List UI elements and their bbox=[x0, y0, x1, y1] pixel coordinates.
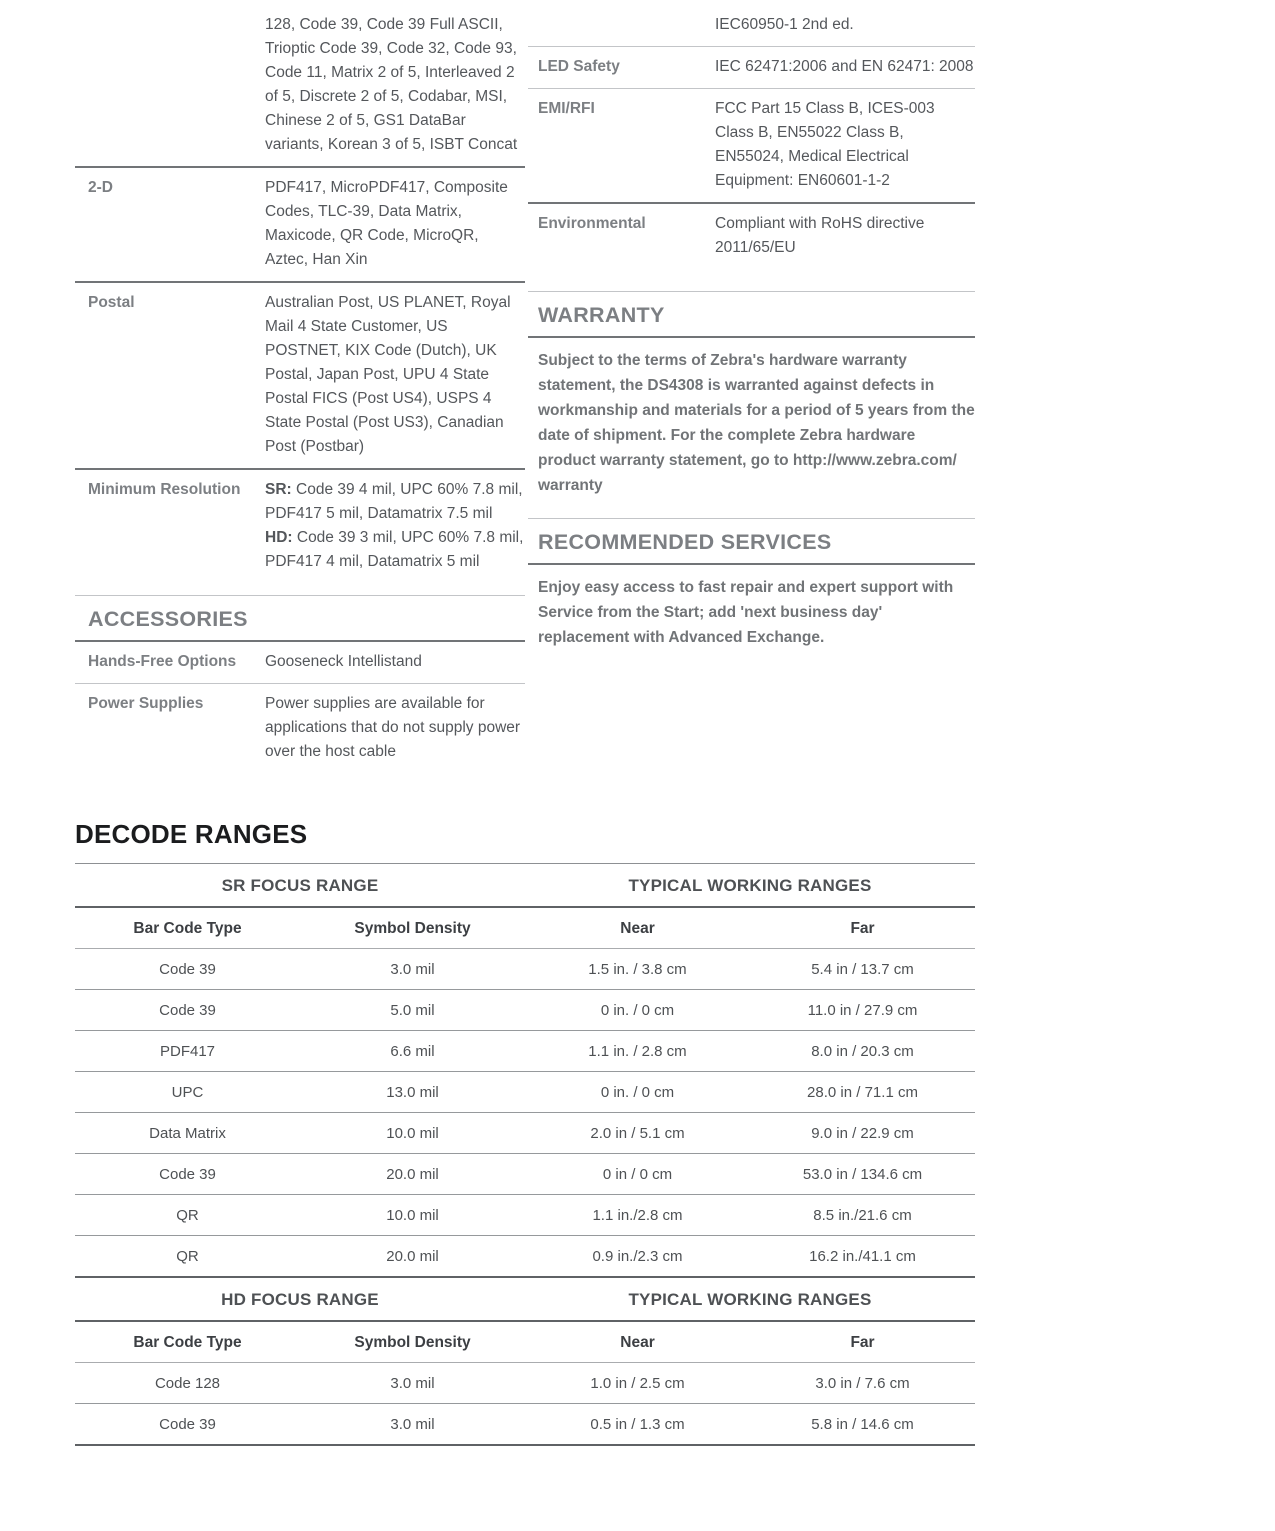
table-row bbox=[75, 990, 975, 1031]
table-cell: 16.2 in./41.1 cm bbox=[809, 1248, 916, 1265]
table-row bbox=[75, 1195, 975, 1236]
table-cell: Code 39 bbox=[159, 1002, 216, 1019]
spec-label bbox=[528, 13, 715, 37]
spec-value: 128, Code 39, Code 39 Full ASCII, Trioptic Code 39, Code 32, Code 93, Code 11, Matrix 2 of 5, Interleaved 2 of 5, Discrete 2 of 5, Codabar, MSI, Chinese 2 of 5, GS1 DataBar variants, Korean 3 of 5, ISBT Concat bbox=[265, 16, 518, 153]
spec-label: Postal bbox=[88, 294, 135, 311]
table-cell: 28.0 in / 71.1 cm bbox=[807, 1084, 918, 1101]
spec-label: EMI/RFI bbox=[538, 100, 595, 117]
table-cell: 3.0 mil bbox=[390, 961, 435, 978]
spec-value: FCC Part 15 Class B, ICES-003 Class B, EN55022 Class B, EN55024, Medical Electrical Equipment: EN60601-1-2 bbox=[715, 100, 935, 189]
right-column bbox=[528, 0, 975, 773]
table-cell: 5.0 mil bbox=[390, 1002, 435, 1019]
table-cell: 0.9 in./2.3 cm bbox=[592, 1248, 683, 1265]
table-cell: 53.0 in / 134.6 cm bbox=[802, 1166, 923, 1183]
spec-value bbox=[265, 478, 525, 574]
table-cell: 3.0 in / 7.6 cm bbox=[815, 1375, 910, 1392]
spec-columns bbox=[75, 0, 975, 773]
decode-ranges-title: DECODE RANGES bbox=[75, 819, 308, 849]
table-cell: 13.0 mil bbox=[386, 1084, 439, 1101]
table-column-header-row bbox=[75, 908, 975, 949]
table-cell: PDF417 bbox=[159, 1043, 216, 1060]
table-column-header: Near bbox=[620, 1334, 655, 1351]
spec-value: PDF417, MicroPDF417, Composite Codes, TLC-39, Data Matrix, Maxicode, QR Code, MicroQR, Aztec, Han Xin bbox=[265, 179, 508, 268]
left-column bbox=[75, 0, 525, 773]
spec-label: Power Supplies bbox=[88, 695, 204, 712]
table-cell: 20.0 mil bbox=[386, 1248, 439, 1265]
table-cell: QR bbox=[176, 1248, 199, 1265]
table-group-header-row bbox=[75, 864, 975, 908]
table-column-header: Bar Code Type bbox=[133, 1334, 242, 1351]
table-column-header: Near bbox=[620, 920, 655, 937]
table-cell: 1.1 in. / 2.8 cm bbox=[588, 1043, 687, 1060]
table-cell: 0 in. / 0 cm bbox=[600, 1002, 675, 1019]
table-cell: 8.5 in./21.6 cm bbox=[813, 1207, 912, 1224]
spec-label: LED Safety bbox=[538, 58, 620, 75]
table-cell: 1.1 in./2.8 cm bbox=[592, 1207, 683, 1224]
spec-label: 2-D bbox=[88, 179, 113, 196]
table-cell: 0.5 in / 1.3 cm bbox=[590, 1416, 685, 1433]
table-row bbox=[75, 1072, 975, 1113]
table-cell: 11.0 in / 27.9 cm bbox=[807, 1002, 918, 1019]
hd-prefix: HD: bbox=[265, 529, 293, 546]
spec-value: IEC 62471:2006 and EN 62471: 2008 bbox=[715, 58, 974, 75]
table-group-header: TYPICAL WORKING RANGES bbox=[628, 876, 872, 895]
spec-value: IEC60950-1 2nd ed. bbox=[715, 16, 854, 33]
spec-value: Power supplies are available for applications that do not supply power over the host cable bbox=[265, 695, 521, 760]
table-cell: 10.0 mil bbox=[386, 1125, 439, 1142]
decode-ranges-table bbox=[75, 863, 975, 1446]
table-cell: 20.0 mil bbox=[386, 1166, 439, 1183]
page-content bbox=[75, 0, 975, 1446]
minimum-resolution-hd bbox=[265, 526, 525, 574]
table-column-header: Symbol Density bbox=[354, 1334, 471, 1351]
table-cell: 8.0 in / 20.3 cm bbox=[811, 1043, 914, 1060]
table-group-header-row bbox=[75, 1278, 975, 1322]
spec-row-hands-free-options bbox=[75, 642, 525, 683]
spec-label bbox=[75, 13, 265, 157]
spec-row-environmental bbox=[528, 202, 975, 269]
table-cell: Data Matrix bbox=[149, 1125, 226, 1142]
table-row bbox=[75, 1113, 975, 1154]
table-cell: Code 39 bbox=[159, 961, 216, 978]
spec-value: Gooseneck Intellistand bbox=[265, 653, 422, 670]
table-column-header: Far bbox=[850, 920, 875, 937]
spec-row-electrical-safety-continued bbox=[528, 0, 975, 46]
table-cell: 10.0 mil bbox=[386, 1207, 439, 1224]
spec-row-2d bbox=[75, 166, 525, 281]
warranty-body: Subject to the terms of Zebra's hardware warranty statement, the DS4308 is warranted against defects in workmanship and materials for a period of 5 years from the date of shipment. For the complete Zebra hardware product warranty statement, go to http://www.zebra.com/ warranty bbox=[538, 352, 975, 494]
table-row bbox=[75, 1404, 975, 1446]
table-cell: 0 in. / 0 cm bbox=[600, 1084, 675, 1101]
section-heading-recommended-services: RECOMMENDED SERVICES bbox=[528, 518, 975, 565]
table-row bbox=[75, 1154, 975, 1195]
spec-row-led-safety bbox=[528, 46, 975, 88]
table-column-header: Symbol Density bbox=[354, 920, 471, 937]
table-group-header: HD FOCUS RANGE bbox=[221, 1290, 379, 1309]
table-cell: 3.0 mil bbox=[390, 1375, 435, 1392]
table-row bbox=[75, 1031, 975, 1072]
recommended-services-body: Enjoy easy access to fast repair and expert support with Service from the Start; add 'next business day' replacement with Advanced Exchange. bbox=[538, 579, 954, 646]
spec-row-emi-rfi bbox=[528, 88, 975, 202]
table-row bbox=[75, 1236, 975, 1278]
table-column-header: Far bbox=[850, 1334, 875, 1351]
table-cell: 6.6 mil bbox=[390, 1043, 435, 1060]
table-row bbox=[75, 949, 975, 990]
table-cell: UPC bbox=[171, 1084, 204, 1101]
table-column-header: Bar Code Type bbox=[133, 920, 242, 937]
table-group-header: SR FOCUS RANGE bbox=[221, 876, 379, 895]
section-heading-accessories: ACCESSORIES bbox=[75, 595, 525, 642]
sr-text: Code 39 4 mil, UPC 60% 7.8 mil, PDF417 5 mil, Datamatrix 7.5 mil bbox=[265, 481, 523, 522]
table-cell: 5.8 in / 14.6 cm bbox=[811, 1416, 914, 1433]
table-cell: 1.0 in / 2.5 cm bbox=[590, 1375, 685, 1392]
table-cell: Code 39 bbox=[159, 1416, 216, 1433]
spec-label: Environmental bbox=[538, 215, 646, 232]
table-cell: 5.4 in / 13.7 cm bbox=[811, 961, 914, 978]
table-cell: 3.0 mil bbox=[390, 1416, 435, 1433]
spec-row-1d-symbologies-continued bbox=[75, 0, 525, 166]
minimum-resolution-sr bbox=[265, 478, 525, 526]
spec-value: Australian Post, US PLANET, Royal Mail 4 State Customer, US POSTNET, KIX Code (Dutch), UK Postal, Japan Post, UPU 4 State Postal FICS (Post US4), USPS 4 State Postal (Post US3), Canadian Post (Postbar) bbox=[265, 294, 511, 455]
spec-row-minimum-resolution bbox=[75, 468, 525, 583]
table-cell: 9.0 in / 22.9 cm bbox=[811, 1125, 914, 1142]
spec-row-power-supplies bbox=[75, 683, 525, 773]
table-cell: QR bbox=[176, 1207, 199, 1224]
sr-prefix: SR: bbox=[265, 481, 292, 498]
spec-value: Compliant with RoHS directive 2011/65/EU bbox=[715, 215, 925, 256]
table-row bbox=[75, 1363, 975, 1404]
spec-label: Minimum Resolution bbox=[88, 481, 241, 498]
table-column-header-row bbox=[75, 1322, 975, 1363]
spec-label: Hands-Free Options bbox=[88, 653, 237, 670]
table-cell: Code 128 bbox=[154, 1375, 221, 1392]
table-cell: 1.5 in. / 3.8 cm bbox=[588, 961, 687, 978]
hd-text: Code 39 3 mil, UPC 60% 7.8 mil, PDF417 4 mil, Datamatrix 5 mil bbox=[265, 529, 524, 570]
table-group-header: TYPICAL WORKING RANGES bbox=[628, 1290, 872, 1309]
table-cell: 0 in / 0 cm bbox=[602, 1166, 673, 1183]
spec-row-postal bbox=[75, 281, 525, 468]
table-cell: Code 39 bbox=[159, 1166, 216, 1183]
table-cell: 2.0 in / 5.1 cm bbox=[590, 1125, 685, 1142]
section-heading-warranty: WARRANTY bbox=[528, 291, 975, 338]
